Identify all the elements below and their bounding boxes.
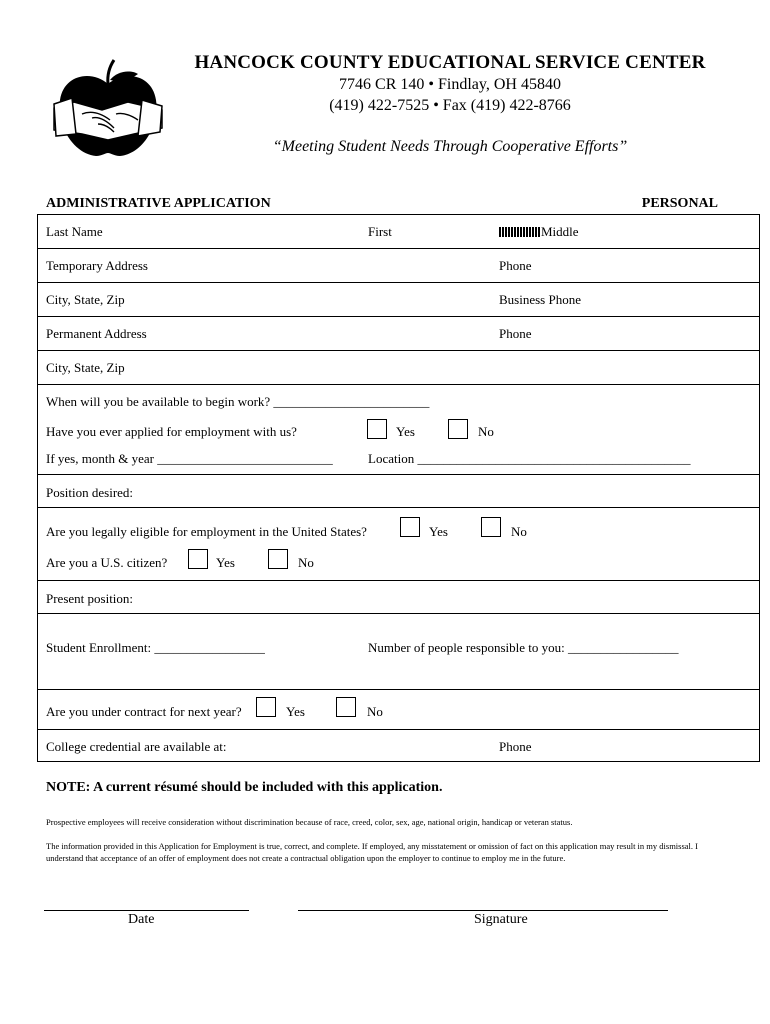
present-position-label: Present position: (46, 591, 134, 606)
contract-no-label: No (367, 704, 383, 719)
available-date-label: When will you be available to begin work? ________________________ (46, 394, 430, 409)
last-name-label: Last Name (46, 224, 103, 239)
nondiscrimination-statement: Prospective employees will receive consideration without discrimination because of race, creed, color, sex, age, national origin, handicap or veteran status. (46, 817, 573, 827)
city-state-zip-label: City, State, Zip (46, 292, 125, 307)
citizen-no-label: No (298, 555, 314, 570)
eligible-yes-checkbox[interactable] (400, 517, 420, 537)
signature-label: Signature (474, 912, 528, 927)
row-divider (38, 384, 759, 385)
form-title: ADMINISTRATIVE APPLICATION (46, 196, 271, 211)
row-divider (38, 474, 759, 475)
location-label: Location __________________________________________ (368, 451, 691, 466)
row-divider (38, 350, 759, 351)
contract-no-checkbox[interactable] (336, 697, 356, 717)
application-form (37, 214, 760, 762)
redacted-mark (499, 227, 541, 237)
applied-before-label: Have you ever applied for employment with us? (46, 424, 297, 439)
row-divider (38, 613, 759, 614)
date-label: Date (128, 912, 155, 927)
temporary-address-label: Temporary Address (46, 258, 148, 273)
if-yes-date-label: If yes, month & year ___________________________ (46, 451, 333, 466)
middle-name-label: Middle (541, 224, 579, 239)
organization-phone: (419) 422-7525 • Fax (419) 422-8766 (329, 97, 571, 114)
middle-name-field (499, 224, 579, 240)
student-enrollment-label: Student Enrollment: _________________ (46, 640, 265, 655)
permanent-phone-label: Phone (499, 326, 532, 341)
row-divider (38, 248, 759, 249)
row-divider (38, 729, 759, 730)
citizen-yes-checkbox[interactable] (188, 549, 208, 569)
eligible-yes-label: Yes (429, 524, 448, 539)
phone-label: Phone (499, 258, 532, 273)
position-desired-label: Position desired: (46, 485, 134, 500)
contract-yes-checkbox[interactable] (256, 697, 276, 717)
citizen-no-checkbox[interactable] (268, 549, 288, 569)
applied-before-yes-checkbox[interactable] (367, 419, 387, 439)
permanent-city-state-zip-label: City, State, Zip (46, 360, 125, 375)
row-divider (38, 316, 759, 317)
under-contract-label: Are you under contract for next year? (46, 704, 242, 719)
apple-handshake-logo-icon (52, 58, 164, 158)
eligible-no-label: No (511, 524, 527, 539)
organization-motto: “Meeting Student Needs Through Cooperative Efforts” (272, 138, 628, 155)
business-phone-label: Business Phone (499, 292, 581, 307)
eligible-no-checkbox[interactable] (481, 517, 501, 537)
row-divider (38, 507, 759, 508)
organization-title: HANCOCK COUNTY EDUCATIONAL SERVICE CENTER (194, 52, 706, 73)
certification-statement: The information provided in this Application for Employment is true, correct, and complete. If employed, any misstatement or omission of fact on this application may result in my dismissal. I understand that acceptance of an offer of employment does not create a contractual obligation upon the employer to continue to employ me in the future. (46, 841, 699, 863)
contract-yes-label: Yes (286, 704, 305, 719)
resume-note: NOTE: A current résumé should be included with this application. (46, 780, 443, 795)
first-name-label: First (368, 224, 392, 239)
row-divider (38, 689, 759, 690)
applied-before-no-label: No (478, 424, 494, 439)
section-title-personal: PERSONAL (641, 196, 718, 211)
people-responsible-label: Number of people responsible to you: _________________ (368, 640, 679, 655)
row-divider (38, 282, 759, 283)
date-line[interactable] (44, 910, 249, 911)
applied-before-yes-label: Yes (396, 424, 415, 439)
citizen-label: Are you a U.S. citizen? (46, 555, 168, 570)
applied-before-no-checkbox[interactable] (448, 419, 468, 439)
citizen-yes-label: Yes (216, 555, 235, 570)
credential-phone-label: Phone (499, 739, 532, 754)
row-divider (38, 580, 759, 581)
legally-eligible-label: Are you legally eligible for employment in the United States? (46, 524, 367, 539)
credential-label: College credential are available at: (46, 739, 227, 754)
organization-address: 7746 CR 140 • Findlay, OH 45840 (339, 76, 561, 93)
permanent-address-label: Permanent Address (46, 326, 147, 341)
signature-line[interactable] (298, 910, 668, 911)
